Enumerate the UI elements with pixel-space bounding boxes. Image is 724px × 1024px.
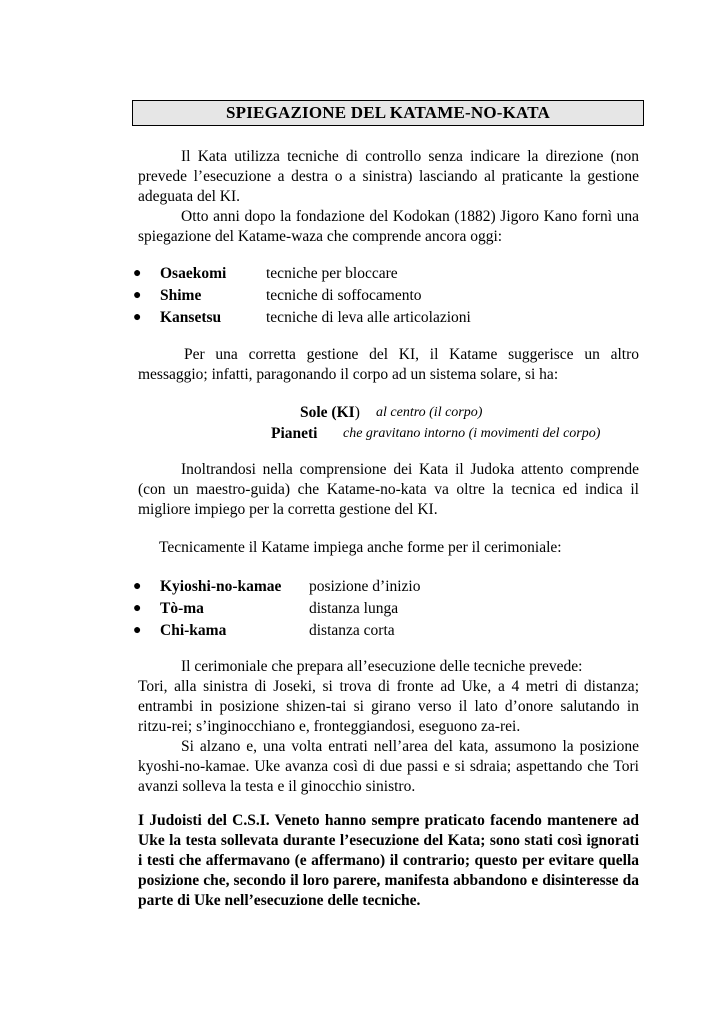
- technique-description: tecniche di soffocamento: [266, 287, 422, 304]
- ceremony-paragraph-2: Si alzano e, una volta entrati nell’area del kata, assumono la posizione kyoshi-no-kamae. Uke avanza così di due passi e si sdraia; aspettando che Tori avanzi solleva la testa e il ginocchio sinistro.: [138, 738, 639, 795]
- bullet-icon: ●: [133, 579, 142, 594]
- ceremonial-intro-section: [138, 538, 639, 558]
- insight-section: [138, 460, 639, 520]
- sole-label: Sole (KI): [300, 404, 360, 421]
- bullet-icon: ●: [133, 288, 142, 303]
- ceremony-paragraph-1-first-line: Il cerimoniale che prepara all’esecuzione delle tecniche prevede:: [181, 658, 583, 675]
- technique-term: Shime: [160, 287, 202, 304]
- form-term: Chi-kama: [160, 622, 227, 639]
- bullet-icon: ●: [133, 601, 142, 616]
- solar-row-pianeti: [0, 423, 724, 444]
- intro-section: [138, 147, 639, 247]
- form-term: Tò-ma: [160, 600, 204, 617]
- solar-row-sole: [0, 402, 724, 423]
- conclusion-paragraph: I Judoisti del C.S.I. Veneto hanno sempre praticato facendo mantenere ad Uke la testa sollevata durante l’esecuzione del Kata; sono stati così ignorati i testi che affermavano (e affermano) il contrario; questo per evitare quella posizione che, secondo il loro parere, manifesta abbandono e disinteresse da parte di Uke nell’esecuzione delle tecniche.: [138, 812, 639, 909]
- solar-comparison: [0, 402, 724, 444]
- document-title: SPIEGAZIONE DEL KATAME-NO-KATA: [132, 100, 644, 126]
- bullet-icon: ●: [133, 266, 142, 281]
- intro-paragraph-2: Otto anni dopo la fondazione del Kodokan (1882) Jigoro Kano fornì una spiegazione del Katame-waza che comprende ancora oggi:: [138, 208, 639, 245]
- ceremony-section: [138, 657, 639, 797]
- conclusion-section: [138, 811, 639, 911]
- ki-paragraph: Per una corretta gestione del KI, il Katame suggerisce un altro messaggio; infatti, paragonando il corpo ad un sistema solare, si ha:: [138, 346, 639, 383]
- form-term: Kyioshi-no-kamae: [160, 578, 282, 595]
- technique-term: Osaekomi: [160, 265, 227, 282]
- pianeti-meaning: che gravitano intorno (i movimenti del corpo): [343, 426, 601, 441]
- form-description: posizione d’inizio: [309, 578, 421, 595]
- technique-term: Kansetsu: [160, 309, 222, 326]
- bullet-icon: ●: [133, 310, 142, 325]
- technique-description: tecniche di leva alle articolazioni: [266, 309, 471, 326]
- ceremony-paragraph-1: Tori, alla sinistra di Joseki, si trova di fronte ad Uke, a 4 metri di distanza; entrambi in posizione shizen-tai si girano verso il lato d’onore salutando in ritzu-rei; s’inginocchiano e, fronteggiandosi, eseguono za-rei.: [138, 678, 639, 735]
- form-description: distanza corta: [309, 622, 395, 639]
- form-description: distanza lunga: [309, 600, 399, 617]
- bullet-icon: ●: [133, 623, 142, 638]
- pianeti-label: Pianeti: [271, 425, 318, 442]
- technique-description: tecniche per bloccare: [266, 265, 398, 282]
- intro-paragraph-1: Il Kata utilizza tecniche di controllo senza indicare la direzione (non prevede l’esecuzione a destra o a sinistra) lasciando al praticante la gestione adeguata del KI.: [138, 148, 639, 205]
- insight-paragraph: Inoltrandosi nella comprensione dei Kata il Judoka attento comprende (con un maestro-guida) che Katame-no-kata va oltre la tecnica ed indica il migliore impiego per la corretta gestione del KI.: [138, 461, 639, 518]
- sole-meaning: al centro (il corpo): [376, 405, 483, 420]
- ki-section: [138, 345, 639, 385]
- ceremonial-intro: Tecnicamente il Katame impiega anche forme per il cerimoniale:: [159, 539, 562, 556]
